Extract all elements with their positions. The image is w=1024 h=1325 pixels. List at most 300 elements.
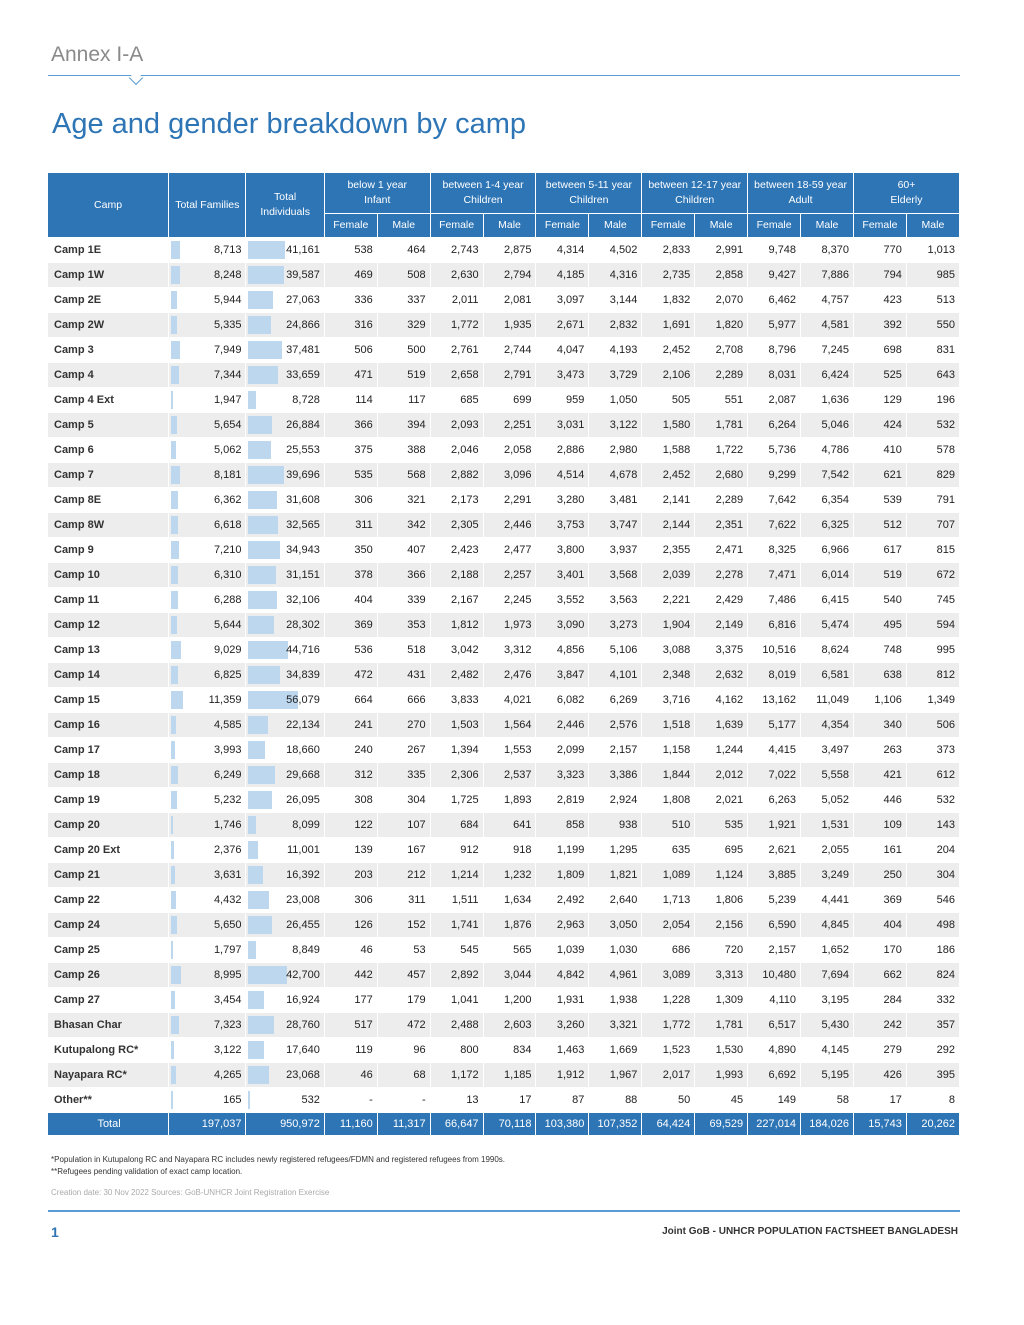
header-male: Male [378, 214, 430, 237]
female-count-cell: 3,716 [642, 688, 694, 712]
male-count-cell: 3,273 [589, 613, 641, 637]
female-count-cell: 2,348 [642, 663, 694, 687]
male-count-cell: 815 [907, 538, 959, 562]
total-individuals-cell [246, 863, 323, 887]
male-count-cell: 695 [695, 838, 747, 862]
group-line2: Infant [364, 194, 391, 206]
camp-name: Camp 10 [48, 563, 168, 587]
data-bar [171, 616, 177, 634]
total-individuals-cell [246, 913, 323, 937]
female-count-cell: 510 [642, 813, 694, 837]
bar-value: 25,553 [286, 444, 320, 456]
male-count-cell: 2,632 [695, 663, 747, 687]
bar-value: 31,608 [286, 494, 320, 506]
bar-value: 32,106 [286, 594, 320, 606]
data-bar [171, 641, 181, 659]
female-count-cell: 2,017 [642, 1063, 694, 1087]
group-line1: between 5-11 year [545, 179, 632, 191]
female-count-cell: 1,772 [431, 313, 483, 337]
data-bar [171, 816, 173, 834]
female-total-cell: 15,743 [854, 1113, 906, 1135]
data-bar [248, 991, 263, 1009]
male-count-cell: 2,603 [484, 1013, 536, 1037]
data-bar [248, 916, 272, 934]
total-families-cell [169, 313, 245, 337]
table-body [48, 238, 959, 1135]
male-count-cell: 196 [907, 388, 959, 412]
female-count-cell: 525 [854, 363, 906, 387]
male-count-cell: 4,845 [801, 913, 853, 937]
camp-name: Camp 19 [48, 788, 168, 812]
male-count-cell: 394 [378, 413, 430, 437]
header-female: Female [431, 214, 483, 237]
female-count-cell: 2,306 [431, 763, 483, 787]
female-count-cell: 109 [854, 813, 906, 837]
total-families-cell [169, 413, 245, 437]
bar-value: 39,696 [286, 469, 320, 481]
male-count-cell: 68 [378, 1063, 430, 1087]
camp-name: Camp 18 [48, 763, 168, 787]
male-count-cell: 4,441 [801, 888, 853, 912]
camp-name: Camp 5 [48, 413, 168, 437]
male-count-cell: 472 [378, 1013, 430, 1037]
total-families-cell [169, 1013, 245, 1037]
male-count-cell: 2,021 [695, 788, 747, 812]
male-count-cell: 2,537 [484, 763, 536, 787]
female-count-cell: 2,743 [431, 238, 483, 262]
male-count-cell: 2,794 [484, 263, 536, 287]
male-count-cell: 745 [907, 588, 959, 612]
female-count-cell: 545 [431, 938, 483, 962]
male-count-cell: 388 [378, 438, 430, 462]
data-bar [248, 666, 279, 684]
camp-name: Camp 16 [48, 713, 168, 737]
male-count-cell: 2,858 [695, 263, 747, 287]
male-count-cell: 3,937 [589, 538, 641, 562]
male-count-cell: 1,806 [695, 888, 747, 912]
male-count-cell: 373 [907, 738, 959, 762]
male-count-cell: 643 [907, 363, 959, 387]
male-count-cell: 167 [378, 838, 430, 862]
male-count-cell: 212 [378, 863, 430, 887]
female-count-cell: 505 [642, 388, 694, 412]
female-count-cell: 114 [325, 388, 377, 412]
table-row [48, 438, 959, 462]
bar-value: 5,650 [213, 919, 242, 931]
male-count-cell: 337 [378, 288, 430, 312]
male-count-cell: 506 [907, 713, 959, 737]
female-count-cell: 306 [325, 888, 377, 912]
female-count-cell: 540 [854, 588, 906, 612]
male-count-cell: 2,471 [695, 538, 747, 562]
male-count-cell: 3,321 [589, 1013, 641, 1037]
female-count-cell: 2,141 [642, 488, 694, 512]
data-bar [248, 891, 269, 909]
group-line1: between 1-4 year [442, 179, 524, 191]
total-families-cell [169, 688, 245, 712]
female-count-cell: 4,110 [748, 988, 800, 1012]
male-count-cell: 2,875 [484, 238, 536, 262]
bar-value: 6,310 [213, 569, 242, 581]
male-count-cell: 6,966 [801, 538, 853, 562]
male-count-cell: 1,564 [484, 713, 536, 737]
group-line1: between 18-59 year [754, 179, 847, 191]
male-count-cell: 2,640 [589, 888, 641, 912]
bar-value: 8,713 [213, 244, 242, 256]
female-count-cell: 664 [325, 688, 377, 712]
male-count-cell: 2,680 [695, 463, 747, 487]
male-count-cell: 2,278 [695, 563, 747, 587]
camp-name: Camp 15 [48, 688, 168, 712]
female-count-cell: 2,963 [536, 913, 588, 937]
female-count-cell: 9,748 [748, 238, 800, 262]
male-count-cell: 1,876 [484, 913, 536, 937]
female-count-cell: 495 [854, 613, 906, 637]
bar-value: 8,728 [292, 394, 320, 406]
data-bar [171, 291, 177, 309]
male-count-cell: 96 [378, 1038, 430, 1062]
total-families-cell [169, 888, 245, 912]
female-count-cell: 7,622 [748, 513, 800, 537]
male-count-cell: 666 [378, 688, 430, 712]
total-families-cell [169, 663, 245, 687]
male-count-cell: 3,195 [801, 988, 853, 1012]
data-bar [248, 1091, 250, 1109]
male-count-cell: 321 [378, 488, 430, 512]
male-count-cell: 641 [484, 813, 536, 837]
male-count-cell: 508 [378, 263, 430, 287]
female-count-cell: 2,173 [431, 488, 483, 512]
table-row [48, 813, 959, 837]
data-bar [171, 516, 178, 534]
male-count-cell: 117 [378, 388, 430, 412]
male-count-cell: 107 [378, 813, 430, 837]
bar-value: 6,618 [213, 519, 242, 531]
camp-name: Camp 20 [48, 813, 168, 837]
female-count-cell: - [325, 1088, 377, 1112]
male-count-cell: 311 [378, 888, 430, 912]
total-row [48, 1113, 959, 1135]
female-count-cell: 1,199 [536, 838, 588, 862]
male-count-cell: 2,708 [695, 338, 747, 362]
male-total-cell: 11,317 [378, 1113, 430, 1135]
male-count-cell: 332 [907, 988, 959, 1012]
data-bar [248, 1016, 274, 1034]
bar-value: 1,746 [213, 819, 242, 831]
female-count-cell: 1,713 [642, 888, 694, 912]
table-row [48, 1038, 959, 1062]
male-count-cell: 4,581 [801, 313, 853, 337]
data-bar [171, 666, 178, 684]
female-count-cell: 2,157 [748, 938, 800, 962]
total-families-cell [169, 463, 245, 487]
bar-value: 34,839 [286, 669, 320, 681]
bar-value: 39,587 [286, 269, 320, 281]
data-bar [171, 566, 178, 584]
total-individuals-cell [246, 613, 323, 637]
female-count-cell: 635 [642, 838, 694, 862]
male-count-cell: 1,124 [695, 863, 747, 887]
total-families-cell [169, 963, 245, 987]
bar-value: 26,884 [286, 419, 320, 431]
data-bar [248, 941, 256, 959]
male-count-cell: 1,821 [589, 863, 641, 887]
male-count-cell: 292 [907, 1038, 959, 1062]
female-count-cell: 1,228 [642, 988, 694, 1012]
male-count-cell: 6,581 [801, 663, 853, 687]
data-bar [248, 866, 263, 884]
female-count-cell: 3,089 [642, 963, 694, 987]
camp-name: Camp 1W [48, 263, 168, 287]
female-count-cell: 1,772 [642, 1013, 694, 1037]
data-bar [171, 791, 177, 809]
male-count-cell: 395 [907, 1063, 959, 1087]
camp-name: Camp 1E [48, 238, 168, 262]
female-count-cell: 1,511 [431, 888, 483, 912]
data-bar [248, 841, 258, 859]
bar-value: 4,265 [213, 1069, 242, 1081]
male-count-cell: 568 [378, 463, 430, 487]
female-count-cell: 2,819 [536, 788, 588, 812]
total-individuals-cell [246, 663, 323, 687]
bar-value: 32,565 [286, 519, 320, 531]
bar-value: 6,362 [213, 494, 242, 506]
female-count-cell: 3,031 [536, 413, 588, 437]
total-families-cell [169, 1063, 245, 1087]
male-count-cell: 918 [484, 838, 536, 862]
male-count-cell: 699 [484, 388, 536, 412]
header-group-children-1-4 [431, 173, 536, 213]
male-count-cell: 532 [907, 413, 959, 437]
data-bar [248, 766, 274, 784]
female-count-cell: 50 [642, 1088, 694, 1112]
male-count-cell: 3,312 [484, 638, 536, 662]
male-count-cell: 551 [695, 388, 747, 412]
total-families-cell [169, 713, 245, 737]
camp-name: Camp 8W [48, 513, 168, 537]
female-count-cell: 378 [325, 563, 377, 587]
bar-value: 6,288 [213, 594, 242, 606]
female-count-cell: 2,658 [431, 363, 483, 387]
female-count-cell: 959 [536, 388, 588, 412]
female-count-cell: 3,401 [536, 563, 588, 587]
female-count-cell: 4,890 [748, 1038, 800, 1062]
male-count-cell: 270 [378, 713, 430, 737]
bar-value: 1,947 [213, 394, 242, 406]
bar-value: 4,585 [213, 719, 242, 731]
data-bar [171, 366, 179, 384]
female-count-cell: 6,263 [748, 788, 800, 812]
table-row [48, 888, 959, 912]
total-individuals-cell [246, 263, 323, 287]
male-count-cell: 2,477 [484, 538, 536, 562]
bar-value: 165 [223, 1094, 242, 1106]
female-count-cell: 350 [325, 538, 377, 562]
female-count-cell: 2,886 [536, 438, 588, 462]
female-count-cell: 2,054 [642, 913, 694, 937]
male-count-cell: 672 [907, 563, 959, 587]
table-row [48, 763, 959, 787]
bar-value: 16,924 [286, 994, 320, 1006]
female-total-cell: 227,014 [748, 1113, 800, 1135]
female-count-cell: 2,167 [431, 588, 483, 612]
male-count-cell: 3,375 [695, 638, 747, 662]
data-bar [171, 341, 179, 359]
female-count-cell: 2,106 [642, 363, 694, 387]
top-rule-notch [129, 71, 143, 85]
male-count-cell: 152 [378, 913, 430, 937]
bar-value: 8,181 [213, 469, 242, 481]
female-count-cell: 2,452 [642, 463, 694, 487]
data-bar [171, 691, 183, 709]
total-families-cell [169, 863, 245, 887]
female-count-cell: 316 [325, 313, 377, 337]
footnote-2: **Refugees pending validation of exact camp location. [51, 1167, 243, 1176]
female-count-cell: 4,047 [536, 338, 588, 362]
female-count-cell: 469 [325, 263, 377, 287]
total-individuals-cell: 950,972 [246, 1113, 323, 1135]
total-families-cell [169, 913, 245, 937]
female-count-cell: 662 [854, 963, 906, 987]
table-row [48, 413, 959, 437]
table-row [48, 963, 959, 987]
bar-value: 3,631 [213, 869, 242, 881]
female-count-cell: 2,630 [431, 263, 483, 287]
male-count-cell: 513 [907, 288, 959, 312]
male-count-cell: 7,886 [801, 263, 853, 287]
total-families-cell [169, 813, 245, 837]
male-count-cell: 2,476 [484, 663, 536, 687]
female-count-cell: 4,415 [748, 738, 800, 762]
male-count-cell: 1,013 [907, 238, 959, 262]
female-count-cell: 203 [325, 863, 377, 887]
male-count-cell: 518 [378, 638, 430, 662]
bar-value: 17,640 [286, 1044, 320, 1056]
data-bar [171, 716, 176, 734]
data-bar [171, 391, 173, 409]
female-count-cell: 2,882 [431, 463, 483, 487]
male-count-cell: 1,781 [695, 1013, 747, 1037]
female-count-cell: 5,239 [748, 888, 800, 912]
camp-name: Camp 14 [48, 663, 168, 687]
female-count-cell: 8,019 [748, 663, 800, 687]
male-count-cell: 53 [378, 938, 430, 962]
total-individuals-cell [246, 488, 323, 512]
male-count-cell: 2,289 [695, 488, 747, 512]
total-individuals-cell [246, 963, 323, 987]
female-count-cell: 517 [325, 1013, 377, 1037]
female-count-cell: 5,177 [748, 713, 800, 737]
camp-name: Camp 4 [48, 363, 168, 387]
female-count-cell: 8,325 [748, 538, 800, 562]
female-count-cell: 858 [536, 813, 588, 837]
male-count-cell: 3,044 [484, 963, 536, 987]
female-count-cell: 3,323 [536, 763, 588, 787]
female-count-cell: 7,486 [748, 588, 800, 612]
annex-label: Annex I-A [51, 43, 144, 66]
male-count-cell: 357 [907, 1013, 959, 1037]
female-count-cell: 10,480 [748, 963, 800, 987]
header-group-adult [748, 173, 853, 213]
male-count-cell: 5,046 [801, 413, 853, 437]
header-male: Male [695, 214, 747, 237]
female-count-cell: 3,552 [536, 588, 588, 612]
data-bar [248, 616, 273, 634]
female-count-cell: 538 [325, 238, 377, 262]
footnote-1: *Population in Kutupalong RC and Nayapara RC includes newly registered refugees/FDMN and registered refugees from 1990s. [51, 1155, 506, 1164]
total-families-cell [169, 613, 245, 637]
table-row [48, 313, 959, 337]
female-count-cell: 1,089 [642, 863, 694, 887]
male-count-cell: 3,313 [695, 963, 747, 987]
bar-value: 4,432 [213, 894, 242, 906]
data-bar [248, 341, 281, 359]
camp-name: Camp 4 Ext [48, 388, 168, 412]
male-count-cell: 143 [907, 813, 959, 837]
bar-value: 23,068 [286, 1069, 320, 1081]
header-female: Female [854, 214, 906, 237]
data-bar [248, 366, 278, 384]
male-count-cell: 4,316 [589, 263, 641, 287]
female-count-cell: 8,796 [748, 338, 800, 362]
male-count-cell: 304 [907, 863, 959, 887]
table-row [48, 938, 959, 962]
camp-name: Camp 7 [48, 463, 168, 487]
female-count-cell: 366 [325, 413, 377, 437]
table-row [48, 738, 959, 762]
total-families-cell [169, 763, 245, 787]
female-count-cell: 2,492 [536, 888, 588, 912]
male-count-cell: 4,101 [589, 663, 641, 687]
table-row [48, 463, 959, 487]
bar-value: 56,079 [286, 694, 320, 706]
female-count-cell: 2,452 [642, 338, 694, 362]
male-count-cell: 3,481 [589, 488, 641, 512]
male-total-cell: 70,118 [484, 1113, 536, 1135]
data-bar [171, 441, 176, 459]
female-count-cell: 3,097 [536, 288, 588, 312]
male-count-cell: 342 [378, 513, 430, 537]
total-families-cell [169, 563, 245, 587]
male-count-cell: 1,200 [484, 988, 536, 1012]
total-families-cell [169, 488, 245, 512]
header-female: Female [536, 214, 588, 237]
male-count-cell: 1,722 [695, 438, 747, 462]
female-count-cell: 46 [325, 1063, 377, 1087]
female-count-cell: 424 [854, 413, 906, 437]
female-count-cell: 170 [854, 938, 906, 962]
total-families-cell [169, 738, 245, 762]
camp-name: Kutupalong RC* [48, 1038, 168, 1062]
male-count-cell: 4,757 [801, 288, 853, 312]
data-bar [171, 1016, 179, 1034]
male-count-cell: 329 [378, 313, 430, 337]
total-individuals-cell [246, 588, 323, 612]
total-individuals-cell [246, 413, 323, 437]
total-families-cell [169, 363, 245, 387]
male-count-cell: 578 [907, 438, 959, 462]
data-bar [171, 741, 175, 759]
female-count-cell: 392 [854, 313, 906, 337]
total-individuals-cell [246, 838, 323, 862]
data-bar [171, 891, 176, 909]
total-families-cell [169, 838, 245, 862]
bar-value: 11,359 [208, 694, 242, 706]
total-families-cell [169, 338, 245, 362]
male-count-cell: 1,652 [801, 938, 853, 962]
female-count-cell: 3,042 [431, 638, 483, 662]
bar-value: 7,323 [213, 1019, 242, 1031]
